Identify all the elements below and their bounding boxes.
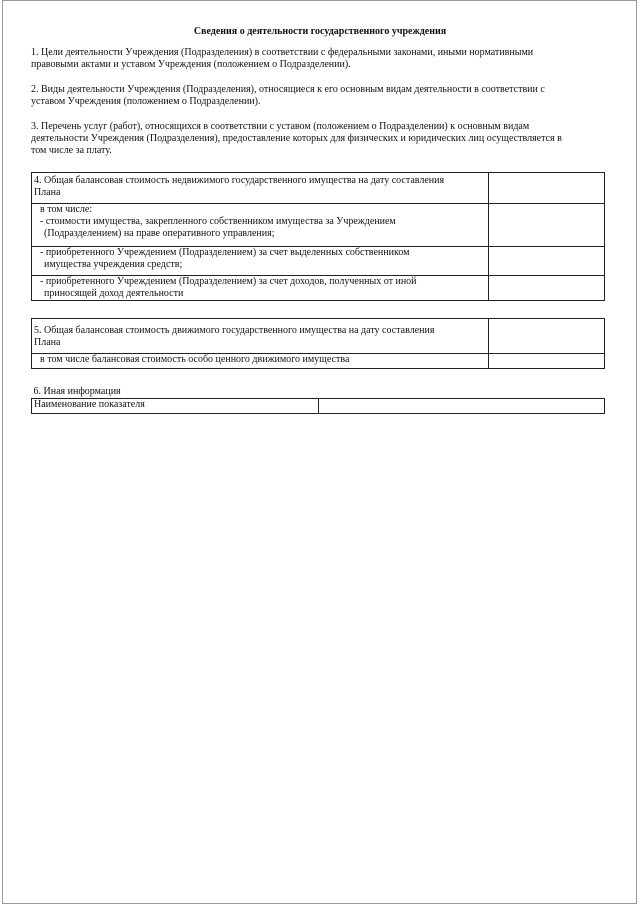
real-estate-value-table [31,172,605,301]
cell-line: приносящей доход деятельности [44,288,184,299]
cell-line: Плана [34,187,61,198]
table-cell-label [32,247,489,276]
table-cell-value[interactable] [489,354,605,369]
cell-line: - приобретенного Учреждением (Подразделением) за счет выделенных собственником [40,247,410,258]
cell-line: 4. Общая балансовая стоимость недвижимого государственного имущества на дату составления [34,175,445,186]
cell-line: имущества учреждения средств; [44,259,183,270]
movable-property-value-table [31,318,605,369]
paragraph-line: 3. Перечень услуг (работ), относящихся в соответствии с уставом (положением о Подразделении) к основным видам [31,121,530,132]
table-cell-label [32,354,489,369]
table-row [32,247,605,276]
document-title: Сведения о деятельности государственного учреждения [193,26,447,37]
paragraph-line: том числе за плату. [31,145,112,156]
table-row [32,354,605,369]
other-info-table [31,386,605,414]
table-row [32,276,605,301]
table-row [32,173,605,204]
cell-line: 6. Иная информация [33,386,121,397]
table-cell-label [32,173,489,204]
paragraph-services-list [31,121,591,157]
table-cell-label [32,204,489,247]
paragraph-line: правовыми актами и уставом Учреждения (положением о Подразделении). [31,59,351,70]
table-cell-value[interactable] [489,319,605,354]
cell-line: 5. Общая балансовая стоимость движимого государственного имущества на дату составления [34,325,435,336]
cell-line: - стоимости имущества, закрепленного собственником имущества за Учреждением [40,216,396,227]
table-cell-value[interactable] [489,204,605,247]
table-row [32,204,605,247]
paragraph-line: уставом Учреждения (положением о Подразделении). [31,96,261,107]
cell-line: в том числе балансовая стоимость особо ценного движимого имущества [40,354,350,365]
table-cell-value[interactable] [489,247,605,276]
table-cell-label [32,399,319,414]
section-heading [32,386,605,399]
table-row [32,319,605,354]
table-cell-label [32,319,489,354]
cell-line: Плана [34,337,61,348]
table-cell-label [32,276,489,301]
cell-line: - приобретенного Учреждением (Подразделением) за счет доходов, полученных от иной [40,276,417,287]
cell-line: (Подразделением) на праве оперативного управления; [44,228,275,239]
table-row [32,399,605,414]
table-cell-value[interactable] [489,173,605,204]
table-cell-value[interactable] [489,276,605,301]
paragraph-line: 2. Виды деятельности Учреждения (Подразделения), относящиеся к его основным видам деятельности в соответствии с [31,84,545,95]
table-row [32,386,605,399]
cell-line: Наименование показателя [34,399,145,410]
paragraph-line: деятельности Учреждения (Подразделения), предоставление которых для физических и юридических лиц осуществляется в [31,133,562,144]
table-cell-value[interactable] [318,399,605,414]
paragraph-line: 1. Цели деятельности Учреждения (Подразделения) в соответствии с федеральными законами, иными нормативными [31,47,534,58]
cell-line: в том числе: [40,204,93,215]
paragraph-goals [31,47,591,71]
paragraph-activity-types [31,84,591,108]
